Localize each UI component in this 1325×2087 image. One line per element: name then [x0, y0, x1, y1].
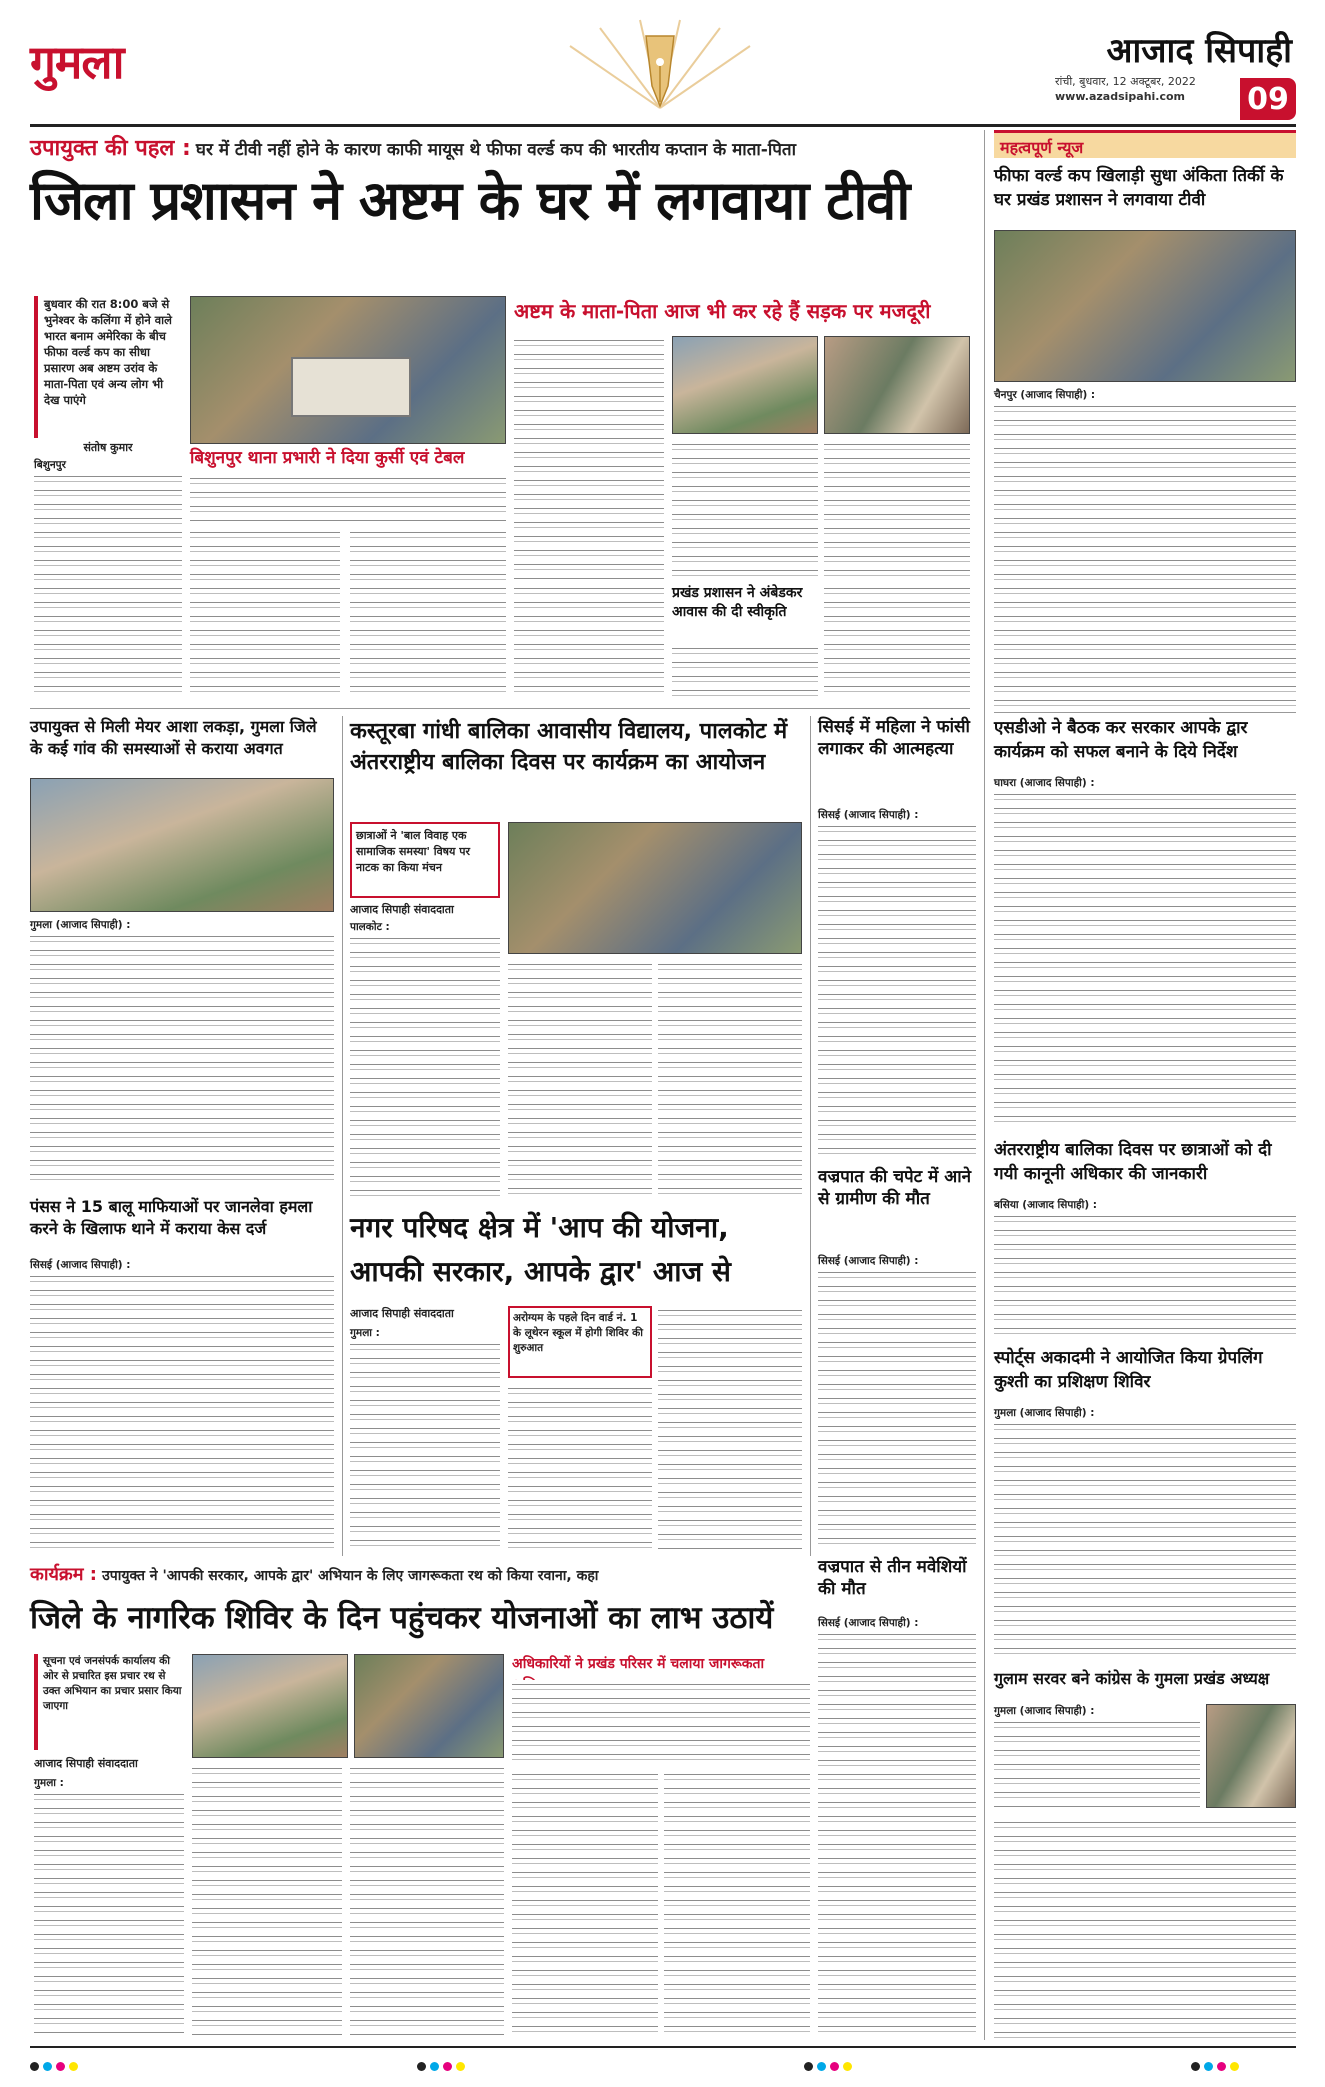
story-b-body-3 — [658, 960, 802, 1198]
text-lines — [512, 1680, 810, 1764]
story-g-body-2 — [508, 1384, 652, 1552]
column-divider — [342, 716, 343, 1556]
bottom-kicker-tail: उपायुक्त ने 'आपकी सरकार, आपके द्वार' अभियान के लिए जागरूकता रथ को किया रवाना, कहा — [102, 1568, 599, 1584]
bottom-body-5 — [664, 1770, 810, 2038]
bottom-kicker-line — [30, 1562, 810, 1590]
sidebar-story5-body — [994, 1704, 1200, 1812]
text-lines — [190, 474, 506, 522]
story-d-lead: सिसई (आजाद सिपाही) : — [818, 1255, 919, 1267]
sidebar-story1-lead: चैनपुर (आजाद सिपाही) : — [994, 389, 1096, 401]
story-g-pullquote: अरोग्यम के पहले दिन वार्ड नं. 1 के लूथेरन स्कूल में होगी शिविर की शुरुआत — [508, 1306, 652, 1378]
color-registration-marks — [30, 2056, 1296, 2070]
bottom-body-4 — [512, 1770, 658, 2038]
text-lines — [994, 402, 1296, 706]
sidebar-story3-title: अंतरराष्ट्रीय बालिका दिवस पर छात्राओं को दी गयी कानूनी अधिकार की जानकारी — [994, 1140, 1272, 1184]
text-lines — [672, 440, 818, 580]
bottom-kicker: कार्यक्रम : — [30, 1564, 97, 1585]
text-lines — [514, 584, 664, 700]
text-lines — [514, 336, 664, 580]
lead-byline: संतोष कुमार — [83, 441, 133, 454]
story-a-body — [30, 918, 334, 1188]
sidebar-story5-title: गुलाम सरवर बने कांग्रेस के गुमला प्रखंड अध्यक्ष — [994, 1669, 1270, 1688]
story-e-title: वज्रपात से तीन मवेशियों की मौत — [818, 1557, 967, 1599]
text-lines — [994, 1818, 1296, 2038]
sidebar-story2-lead: घाघरा (आजाद सिपाही) : — [994, 777, 1095, 789]
lead-body-col2 — [190, 528, 340, 700]
column-divider — [984, 130, 985, 2040]
footer-rule — [30, 2046, 1296, 2048]
lead-lead-in: बिशुनपुर — [34, 459, 66, 471]
text-lines — [994, 1212, 1296, 1336]
masthead — [0, 0, 1325, 118]
tv-box — [291, 357, 411, 417]
bottom-body-3 — [350, 1764, 504, 2038]
text-lines — [818, 1268, 976, 1546]
divider — [30, 708, 970, 709]
pen-nib-logo — [560, 16, 760, 112]
lead-headline: जिला प्रशासन ने अष्टम के घर में लगवाया टीवी — [30, 169, 910, 232]
masthead-rule — [30, 124, 1296, 127]
bottom-body-1 — [34, 1776, 184, 2038]
sidebar-story2-body — [994, 776, 1296, 1132]
lead-body-col7 — [514, 584, 664, 700]
text-lines — [658, 1306, 802, 1552]
bottom-red-title: अधिकारियों ने प्रखंड परिसर में चलाया जागरूकता — [512, 1656, 765, 1672]
column-divider — [810, 716, 811, 1556]
lead-body-col8 — [672, 644, 818, 700]
text-lines — [818, 1630, 976, 2036]
lead-subhead-2: प्रखंड प्रशासन ने अंबेडकर आवास की दी स्वीकृति — [672, 585, 803, 620]
bottom-photo-2 — [354, 1654, 504, 1758]
story-e-body — [818, 1616, 976, 2038]
sidebar-story4-body — [994, 1406, 1296, 1662]
story-g-body-1 — [350, 1326, 500, 1552]
lead-kicker: उपायुक्त की पहल : — [30, 136, 191, 161]
lead-subhead: अष्टम के माता-पिता आज भी कर रहे हैं सड़क पर मजदूरी — [514, 299, 931, 323]
bottom-headline: जिले के नागरिक शिविर के दिन पहुंचकर योजनाओं का लाभ उठायें — [30, 1600, 774, 1636]
text-lines — [824, 440, 970, 580]
sidebar-story5-body-2 — [994, 1818, 1296, 2038]
lead-body-col4 — [514, 336, 664, 580]
story-e-lead: सिसई (आजाद सिपाही) : — [818, 1617, 919, 1629]
story-c-body — [818, 808, 976, 1160]
sidebar-story5-portrait — [1206, 1704, 1296, 1808]
story-g-body-3 — [658, 1306, 802, 1552]
text-lines — [34, 472, 182, 700]
text-lines — [818, 822, 976, 1158]
lead-body-col6 — [824, 440, 970, 580]
text-lines — [824, 584, 970, 700]
bottom-byline: आजाद सिपाही संवाददाता — [34, 1757, 138, 1770]
sidebar-story5-lead: गुमला (आजाद सिपाही) : — [994, 1705, 1095, 1717]
story-c-lead: सिसई (आजाद सिपाही) : — [818, 809, 919, 821]
lead-kicker-tail: घर में टीवी नहीं होने के कारण काफी मायूस थे फीफा वर्ल्ड कप की भारतीय कप्तान के माता-पिता — [195, 140, 796, 160]
sidebar-story3-body — [994, 1198, 1296, 1338]
text-lines — [30, 1272, 334, 1550]
story-b-byline: आजाद सिपाही संवाददाता — [350, 903, 454, 916]
sidebar-story1-title: फीफा वर्ल्ड कप खिलाड़ी सुधा अंकिता तिर्की के घर प्रखंड प्रशासन ने लगवाया टीवी — [994, 166, 1284, 210]
bottom-pullquote: सूचना एवं जनसंपर्क कार्यालय की ओर से प्रचारित इस प्रचार रथ से उक्त अभियान का प्रचार प्रसार किया जाएगा — [34, 1654, 184, 1750]
text-lines — [350, 1764, 504, 2038]
text-lines — [994, 1420, 1296, 1660]
text-lines — [672, 644, 818, 700]
city-nameplate: गुमला — [30, 35, 124, 89]
story-d-title: वज्रपात की चपेट में आने से ग्रामीण की मौत — [818, 1167, 972, 1209]
story-g-lead: गुमला : — [350, 1327, 380, 1339]
lead-body-col9 — [824, 584, 970, 700]
story-f-lead: सिसई (आजाद सिपाही) : — [30, 1259, 131, 1271]
page-number: 09 — [1240, 78, 1296, 120]
bottom-photo-1 — [192, 1654, 348, 1758]
sidebar-story4-lead: गुमला (आजाद सिपाही) : — [994, 1407, 1095, 1419]
text-lines — [664, 1770, 810, 2038]
text-lines — [658, 960, 802, 1198]
sidebar-label: महत्वपूर्ण न्यूज — [994, 130, 1296, 158]
story-g-title: नगर परिषद क्षेत्र में 'आप की योजना, आपकी सरकार, आपके द्वार' आज से — [350, 1211, 731, 1288]
lead-kicker-line — [30, 132, 970, 162]
story-a-photo — [30, 778, 334, 912]
text-lines — [350, 934, 500, 1196]
lead-body-col5 — [672, 440, 818, 580]
lead-photo-labour-1 — [672, 336, 818, 434]
sidebar-story1-body — [994, 388, 1296, 708]
website-link[interactable]: www.azadsipahi.com — [1055, 90, 1186, 103]
lead-body-col1 — [34, 458, 182, 700]
bottom-lead: गुमला : — [34, 1777, 64, 1789]
story-b-photo — [508, 822, 802, 954]
bottom-body-2 — [192, 1764, 342, 2038]
sidebar-story1-photo — [994, 230, 1296, 382]
story-d-body — [818, 1254, 976, 1548]
sidebar-story2-title: एसडीओ ने बैठक कर सरकार आपके द्वार कार्यक्रम को सफल बनाने के दिये निर्देश — [994, 718, 1248, 762]
story-b-body-1 — [350, 920, 500, 1198]
lead-photo-tv — [190, 296, 506, 444]
story-a-lead: गुमला (आजाद सिपाही) : — [30, 919, 131, 931]
story-f-title: पंसस ने 15 बालू माफियाओं पर जानलेवा हमला करने के खिलाफ थाने में कराया केस दर्ज — [30, 1197, 313, 1238]
text-lines — [350, 528, 506, 700]
divider — [994, 712, 1296, 713]
story-a-title: उपायुक्त से मिली मेयर आशा लकड़ा, गुमला जिले के कई गांव की समस्याओं से कराया अवगत — [30, 717, 317, 758]
brand-logo: आजाद सिपाही — [1106, 31, 1292, 71]
text-lines — [190, 528, 340, 700]
text-lines — [994, 790, 1296, 1130]
story-b-title: कस्तूरबा गांधी बालिका आवासीय विद्यालय, पालकोट में अंतरराष्ट्रीय बालिका दिवस पर कार्यक्रम का आयोजन — [350, 719, 788, 775]
text-lines — [508, 1384, 652, 1552]
story-b-body-2 — [508, 960, 652, 1198]
photo-caption-text — [190, 474, 506, 522]
text-lines — [350, 1340, 500, 1550]
text-lines — [30, 932, 334, 1186]
photo-caption-title: बिशुनपुर थाना प्रभारी ने दिया कुर्सी एवं टेबल — [190, 448, 465, 468]
lead-pullquote: बुधवार की रात 8:00 बजे से भुनेश्वर के कलिंगा में होने वाले भारत बनाम अमेरिका के बीच फीफा वर्ल्ड कप का सीधा प्रसारण अब अष्टम उरांव के माता-पिता एवं अन्य लोग भी देख पाएंगे — [34, 296, 182, 438]
story-f-body — [30, 1258, 334, 1552]
text-lines — [994, 1718, 1200, 1810]
text-lines — [192, 1764, 342, 2038]
text-lines — [34, 1790, 184, 2036]
text-lines — [512, 1770, 658, 2038]
bottom-red-intro — [512, 1680, 810, 1764]
story-b-pullquote: छात्राओं ने 'बाल विवाह एक सामाजिक समस्या' विषय पर नाटक का किया मंचन — [350, 822, 500, 898]
lead-photo-labour-2 — [824, 336, 970, 434]
dateline: रांची, बुधवार, 12 अक्टूबर, 2022 — [1055, 75, 1196, 88]
story-g-byline: आजाद सिपाही संवाददाता — [350, 1307, 454, 1320]
lead-body-col3 — [350, 528, 506, 700]
sidebar-story3-lead: बसिया (आजाद सिपाही) : — [994, 1199, 1097, 1211]
story-b-lead: पालकोट : — [350, 921, 390, 933]
sidebar-story4-title: स्पोर्ट्स अकादमी ने आयोजित किया ग्रेपलिंग कुश्ती का प्रशिक्षण शिविर — [994, 1348, 1263, 1392]
text-lines — [508, 960, 652, 1198]
story-c-title: सिसई में महिला ने फांसी लगाकर की आत्महत्या — [818, 717, 970, 759]
